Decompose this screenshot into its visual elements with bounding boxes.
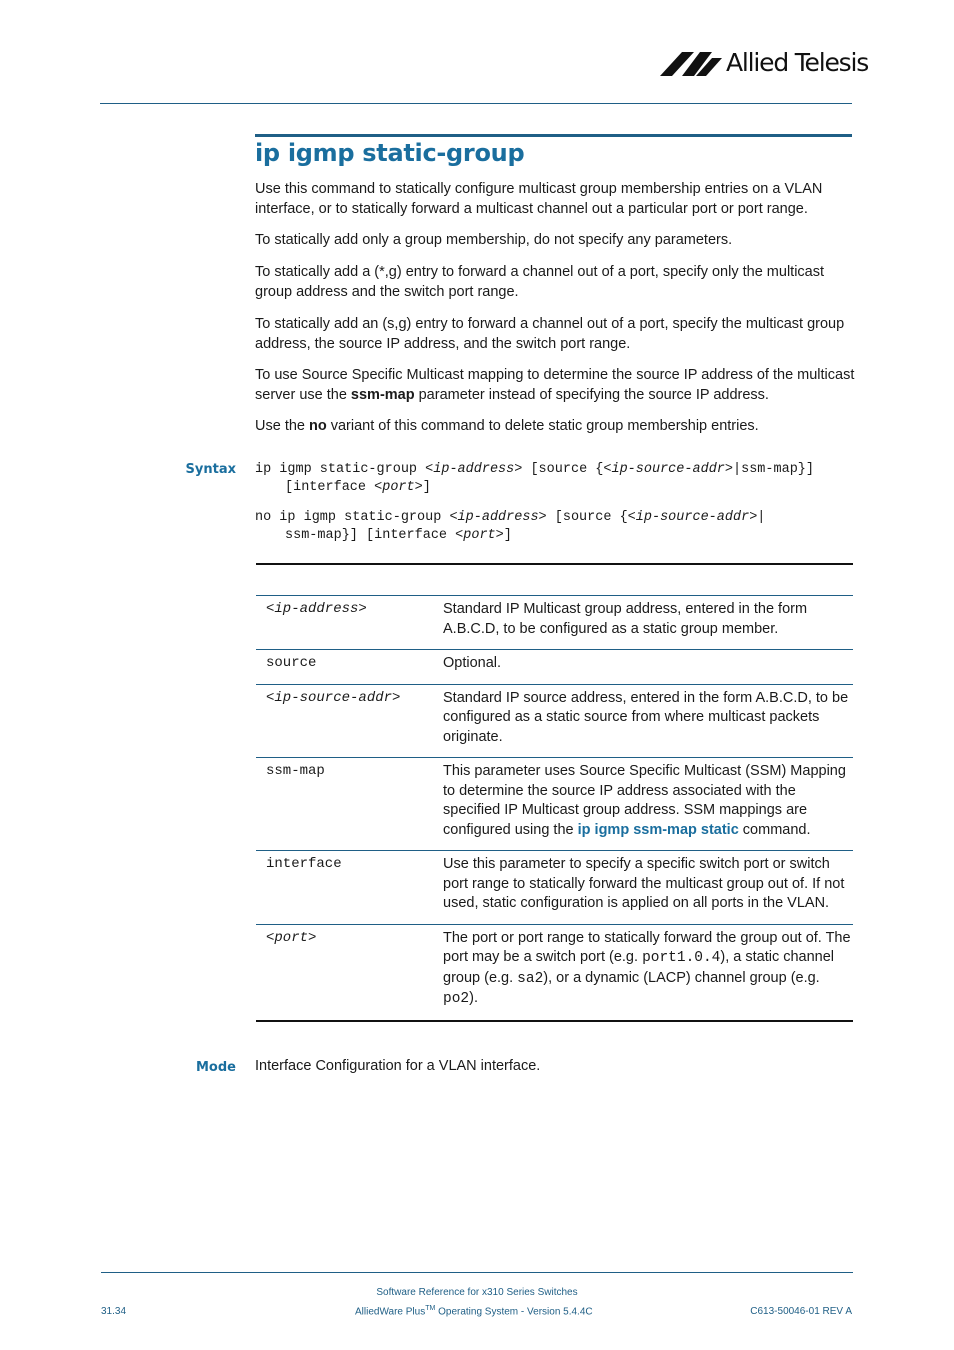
- description-paragraph-2: To statically add only a group membership, do not specify any parameters.: [255, 232, 733, 248]
- syntax-label: Syntax: [185, 462, 236, 477]
- param-name: <ip-source-addr>: [266, 689, 401, 706]
- description-paragraph-1: Use this command to statically configure multicast group membership entries on a VLAN interface, or to statically forward a multicast channel out a particular port or port range.: [255, 181, 823, 217]
- syntax-line-3: no ip igmp static-group <ip-address> [source {<ip-source-addr>|: [255, 510, 766, 525]
- document-id: C613-50046-01 REV A: [750, 1306, 852, 1317]
- page-number: 31.34: [101, 1306, 127, 1317]
- param-description: Standard IP Multicast group address, entered in the form A.B.C.D, to be configured as a static group member.: [443, 601, 808, 637]
- title-rule: [255, 134, 852, 137]
- table-row: [256, 685, 853, 759]
- mode-label: Mode: [196, 1060, 236, 1075]
- table-row: [256, 596, 853, 650]
- table-row: [256, 758, 853, 851]
- param-description: This parameter uses Source Specific Multicast (SSM) Mapping to determine the source IP address associated with the specified IP Multicast group address. SSM mappings are configured using the ip igmp ssm-map static command.: [443, 763, 846, 838]
- param-name: interface: [266, 856, 342, 872]
- footer-version: AlliedWare Plus™ Operating System - Version 5.4.4C: [355, 1305, 593, 1318]
- param-name: <port>: [266, 929, 317, 946]
- param-description: Optional.: [443, 655, 502, 671]
- syntax-line-2: [interface <port>]: [285, 480, 431, 495]
- ssm-map-static-link[interactable]: ip igmp ssm-map static: [577, 821, 739, 838]
- syntax-line-1: ip igmp static-group <ip-address> [source {<ip-source-addr>|ssm-map}]: [255, 462, 815, 477]
- table-row: [256, 925, 853, 1022]
- mode-text: Interface Configuration for a VLAN interface.: [255, 1058, 541, 1074]
- logo-text: Allied Telesis: [726, 48, 869, 77]
- allied-telesis-logo-mark-icon: [660, 50, 724, 78]
- description-paragraph-5: To use Source Specific Multicast mapping to determine the source IP address of the multicast server use the ssm-map parameter instead of specifying the source IP address.: [255, 367, 855, 403]
- syntax-block-1: [255, 461, 814, 497]
- footer-rule: [101, 1272, 853, 1273]
- param-name: <ip-address>: [266, 601, 367, 617]
- param-name: ssm-map: [266, 763, 325, 779]
- table-row: [256, 851, 853, 925]
- description-paragraph-3: To statically add a (*,g) entry to forward a channel out of a port, specify only the multicast group address and the switch port range.: [255, 264, 825, 300]
- param-name: source: [266, 655, 317, 671]
- param-description: The port or port range to statically forward the group out of. The port may be a switch port (e.g. port1.0.4), a static channel group (e.g. sa2), or a dynamic (LACP) channel group (e.g. po2).: [443, 929, 851, 1007]
- footer-title: Software Reference for x310 Series Switches: [376, 1287, 578, 1298]
- param-description: Standard IP source address, entered in the form A.B.C.D, to be configured as a static source from where multicast packets originate.: [443, 689, 849, 745]
- table-row: [256, 650, 853, 685]
- param-description: Use this parameter to specify a specific switch port or switch port range to statically forward the multicast group out of. If not used, static configuration is applied on all ports in the VLAN.: [443, 856, 845, 911]
- allied-telesis-logo: [660, 48, 869, 80]
- description-paragraph-4: To statically add an (s,g) entry to forward a channel out of a port, specify the multicast group address, the source IP address, and the switch port range.: [255, 316, 845, 352]
- syntax-line-4: ssm-map}] [interface <port>]: [285, 528, 512, 543]
- syntax-block-2: [255, 509, 765, 545]
- no-keyword: no: [309, 418, 327, 434]
- page-title: ip igmp static-group: [255, 139, 525, 167]
- ssm-map-keyword: ssm-map: [350, 386, 415, 403]
- table-header: [256, 565, 853, 596]
- parameter-table: [256, 563, 853, 1022]
- description-paragraph-6: Use the no variant of this command to delete static group membership entries.: [255, 418, 759, 434]
- header-rule: [100, 103, 852, 104]
